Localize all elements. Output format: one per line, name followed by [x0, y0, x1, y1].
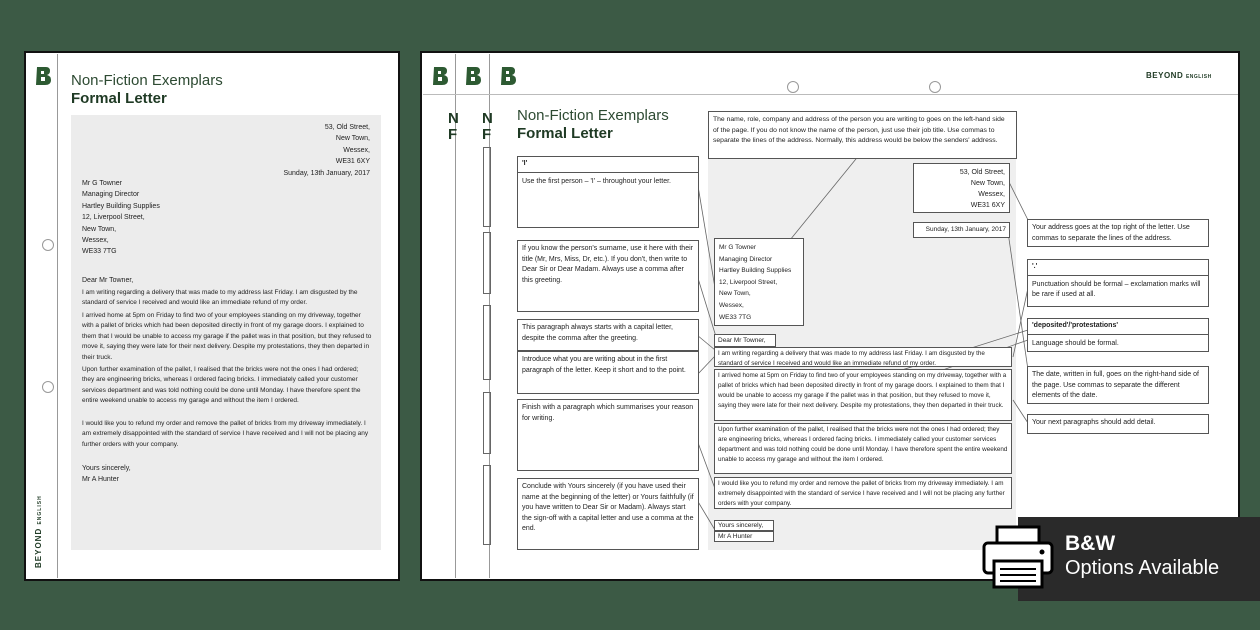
note-detail: Your next paragraphs should add detail. — [1027, 414, 1209, 434]
annotated-signoff: Yours sincerely, — [714, 520, 774, 531]
letter-date: Sunday, 13th January, 2017 — [283, 170, 370, 177]
annotated-paragraph-2: I arrived home at 5pm on Friday to find two of your employees standing on my driveway, together with a pallet of bricks which had been deposited directly in front of my garage doors. I explained to them that I would be unable to access my garage if the pallet was in that position, but they refused to move it, saying they were late for their next delivery. Despite my protestations, they then departed in their truck. — [714, 369, 1012, 421]
paragraph-1: I am writing regarding a delivery that was made to my address last Friday. I am disgusted by the standard of service I received and would like an immediate refund of my order. — [82, 289, 358, 307]
annotated-title-line1: Non-Fiction Exemplars — [517, 107, 669, 124]
page-title-line2: Formal Letter — [71, 90, 167, 107]
recipient-address: Mr G Towner Managing Director Hartley Building Supplies 12, Liverpool Street, New Town, Wessex, WE33 7TG — [82, 180, 160, 256]
annotated-title-line2: Formal Letter — [517, 125, 613, 142]
brand-header: BEYOND ENGLISH — [1146, 71, 1212, 80]
sender-address: 53, Old Street, New Town, Wessex, WE31 6XY — [324, 124, 370, 166]
signature: Mr A Hunter — [82, 476, 119, 483]
note-language — [1027, 318, 1209, 352]
annotated-signature: Mr A Hunter — [714, 531, 774, 542]
note-first-person — [517, 156, 699, 228]
paragraph-3: Upon further examination of the pallet, I realised that the bricks were not the ones I had ordered; they are engineering bricks, whereas I ordered facing bricks. I immediately called your customer services department and was told nothing could be done until Monday. I have therefore spent the entire weekend unable to access my garage and without the item I ordered. — [82, 366, 361, 405]
note-punctuation-heading: '.' — [1028, 260, 1208, 276]
annotated-date: Sunday, 13th January, 2017 — [913, 222, 1010, 238]
note-language-text: Language should be formal. — [1032, 339, 1119, 347]
note-first-person-heading: 'I' — [518, 157, 698, 173]
annotated-greeting: Dear Mr Towner, — [714, 334, 776, 347]
annotated-paragraph-1: I am writing regarding a delivery that was made to my address last Friday. I am disgusted by the standard of service I received and would like an immediate refund of my order. — [714, 347, 1012, 367]
signoff: Yours sincerely, — [82, 465, 131, 472]
paragraph-2: I arrived home at 5pm on Friday to find two of your employees standing on my driveway, together with a pallet of bricks which had been deposited directly in front of my garage doors. I explained to them that I would be unable to access my garage if the pallet was in that position, but they refused to move it, saying they were late for their next delivery. Despite my protestations, they then departed in their truck. — [82, 312, 372, 361]
note-greeting: If you know the person's surname, use it here with their title (Mr, Mrs, Miss, Dr, etc.). If you don't, then write to Dear Sir or Dear Madam. Always use a comma after this greeting. — [517, 240, 699, 312]
note-capital: This paragraph always starts with a capital letter, despite the comma after the greeting. — [517, 319, 699, 351]
note-punctuation-text: Punctuation should be formal – exclamation marks will be rare if used at all. — [1032, 280, 1201, 298]
annotated-paragraph-3: Upon further examination of the pallet, I realised that the bricks were not the ones I had ordered; they are engineering bricks, whereas I ordered facing bricks. I immediately called your customer services department and was told nothing could be done until Monday. I have therefore spent the entire weekend unable to access my garage and without the item I ordered. — [714, 423, 1012, 474]
note-date: The date, written in full, goes on the right-hand side of the page. Use commas to separate the different elements of the date. — [1027, 366, 1209, 404]
partial-title-glimpse: F — [448, 126, 458, 143]
badge-title: B&W — [1065, 532, 1116, 555]
note-summary: Finish with a paragraph which summarises your reason for writing. — [517, 399, 699, 471]
printer-icon — [980, 525, 1056, 591]
note-intro: Introduce what you are writing about in the first paragraph of the letter. Keep it short and to the point. — [517, 351, 699, 394]
brand-vertical: BEYOND ENGLISH — [34, 495, 43, 568]
note-address: Your address goes at the top right of the letter. Use commas to separate the lines of the address. — [1027, 219, 1209, 247]
note-punctuation — [1027, 259, 1209, 307]
annotated-recipient-address: Mr G Towner Managing Director Hartley Building Supplies 12, Liverpool Street, New Town, Wessex, WE33 7TG — [714, 238, 804, 326]
partial-title-glimpse: F — [482, 126, 492, 143]
paragraph-4: I would like you to refund my order and remove the pallet of bricks from my driveway immediately. I am extremely disappointed with the standard of service I have received and I will not be placing any further orders with your company. — [82, 420, 369, 448]
annotated-sender-address: 53, Old Street, New Town, Wessex, WE31 6XY — [913, 163, 1010, 213]
greeting: Dear Mr Towner, — [82, 277, 134, 284]
badge-subtitle: Options Available — [1065, 557, 1220, 579]
note-language-heading: 'deposited'/'protestations' — [1028, 319, 1208, 335]
note-recipient: The name, role, company and address of the person you are writing to goes on the left-hand side of the page. If you do not know the name of the person, just use their job title. Use commas to separate the lines of the address. Normally, this address would be below the senders' address. — [708, 111, 1017, 159]
annotated-paragraph-4: I would like you to refund my order and remove the pallet of bricks from my driveway immediately. I am extremely disappointed with the standard of service I have received and I will not be placing any further orders with your company. — [714, 477, 1012, 509]
partial-title-glimpse: N — [448, 110, 459, 127]
note-conclude: Conclude with Yours sincerely (if you have used their name at the beginning of the letter) or Yours faithfully (if you have written to Dear Sir or Madam). Always start the sign-off with a capital letter and use a comma at the end. — [517, 478, 699, 550]
note-first-person-text: Use the first person – 'I' – throughout your letter. — [522, 177, 671, 185]
partial-title-glimpse: N — [482, 110, 493, 127]
page-title-line1: Non-Fiction Exemplars — [71, 72, 223, 89]
